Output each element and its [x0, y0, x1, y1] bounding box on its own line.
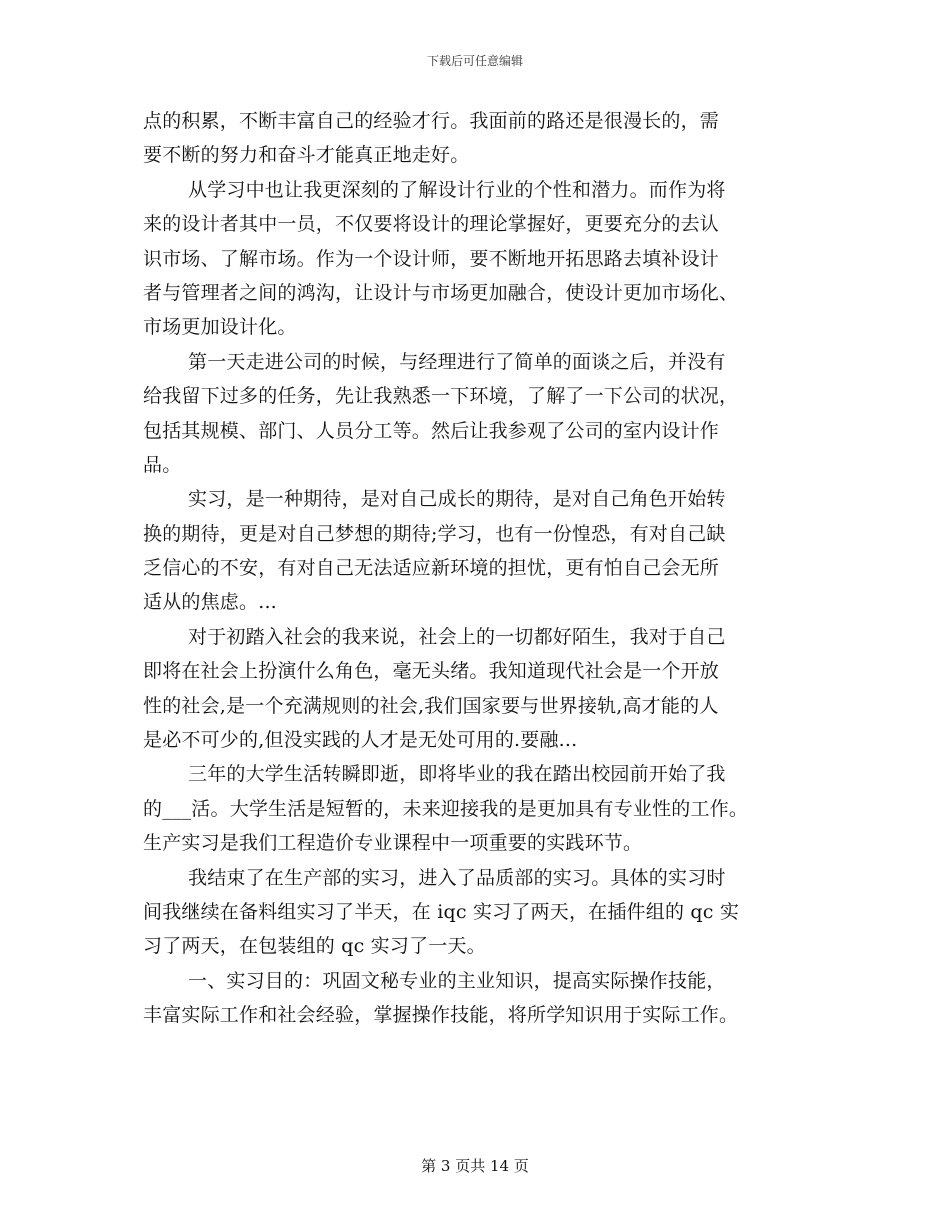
paragraph: [143, 173, 820, 345]
text-line: 品。: [143, 453, 182, 476]
text-line: 来的设计者其中一员，不仅要将设计的理论掌握好，更要充分的去认: [143, 213, 720, 236]
paragraph: [143, 964, 820, 1033]
text-line: 我结束了在生产部的实习，进入了品质部的实习。具体的实习时: [188, 866, 726, 889]
paragraph: [143, 482, 820, 620]
text-line: 者与管理者之间的鸿沟，让设计与市场更加融合，使设计更加市场化、: [143, 281, 739, 304]
paragraph: [143, 620, 820, 758]
text-line: 一、实习目的：巩固文秘专业的主业知识，提高实际操作技能，: [188, 969, 726, 992]
text-line: 第一天走进公司的时候，与经理进行了简单的面谈之后，并没有: [188, 350, 726, 373]
text-line: 实习，是一种期待，是对自己成长的期待，是对自己角色开始转: [188, 488, 726, 511]
text-line: 间我继续在备料组实习了半天，在 iqc 实习了两天，在插件组的 qc 实: [143, 900, 740, 923]
paragraph: [143, 345, 820, 483]
text-line: 习了两天，在包装组的 qc 实习了一天。: [143, 935, 486, 958]
text-line: 对于初踏入社会的我来说，社会上的一切都好陌生，我对于自己: [188, 625, 726, 648]
text-line: 包括其规模、部门、人员分工等。然后让我参观了公司的室内设计作: [143, 419, 720, 442]
text-line: 的___活。大学生活是短暂的，未来迎接我的是更加具有专业性的工作。: [143, 797, 749, 820]
text-line: 要不断的努力和奋斗才能真正地走好。: [143, 144, 470, 167]
text-line: 从学习中也让我更深刻的了解设计行业的个性和潜力。而作为将: [188, 178, 726, 201]
text-line: 给我留下过多的任务，先让我熟悉一下环境，了解了一下公司的状况，: [143, 385, 739, 408]
text-line: 乏信心的不安，有对自己无法适应新环境的担忧，更有怕自己会无所: [143, 557, 720, 580]
document-body: [143, 104, 820, 1033]
text-line: 三年的大学生活转瞬即逝，即将毕业的我在踏出校园前开始了我: [188, 763, 726, 786]
text-line: 是必不可少的,但没实践的人才是无处可用的.要融...: [143, 729, 578, 752]
paragraph: [143, 757, 820, 860]
text-line: 适从的焦虑。...: [143, 591, 277, 614]
text-line: 换的期待，更是对自己梦想的期待;学习，也有一份惶恐，有对自己缺: [143, 522, 726, 545]
page-header-note: 下载后可任意编辑: [426, 54, 523, 68]
text-line: 性的社会,是一个充满规则的社会,我们国家要与世界接轨,高才能的人: [143, 694, 719, 717]
text-line: 市场更加设计化。: [143, 316, 297, 339]
text-line: 识市场、了解市场。作为一个设计师，要不断地开拓思路去填补设计: [143, 247, 720, 270]
paragraph: [143, 104, 820, 173]
text-line: 丰富实际工作和社会经验，掌握操作技能，将所学知识用于实际工作。: [143, 1004, 739, 1027]
text-line: 点的积累，不断丰富自己的经验才行。我面前的路还是很漫长的，需: [143, 110, 720, 132]
paragraph: [143, 861, 820, 964]
page-number: 第 3 页共 14 页: [421, 1157, 529, 1175]
text-line: 生产实习是我们工程造价专业课程中一项重要的实践环节。: [143, 832, 643, 855]
text-line: 即将在社会上扮演什么角色，毫无头绪。我知道现代社会是一个开放: [143, 660, 720, 683]
